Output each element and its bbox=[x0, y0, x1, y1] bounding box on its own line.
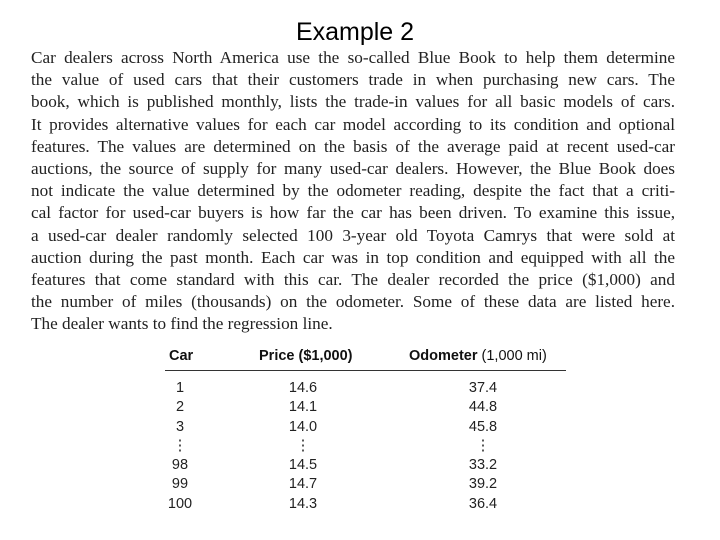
table-row bbox=[165, 456, 566, 475]
table-body bbox=[165, 371, 566, 514]
table-row bbox=[165, 379, 566, 398]
cell-odometer: 39.2 bbox=[468, 476, 498, 493]
slide-title: Example 2 bbox=[295, 18, 415, 46]
cell-odometer: ⋮ bbox=[475, 437, 491, 454]
table-header bbox=[165, 344, 566, 371]
passage-line: the number of miles (thousands) on the odometer. Some of these data are listed here. bbox=[31, 292, 675, 312]
cell-price: 14.3 bbox=[288, 495, 318, 512]
cell-car: 99 bbox=[171, 476, 189, 493]
passage-line: auction during the past month. Each car was in top condition and equipped with all the bbox=[31, 247, 675, 267]
passage-line: auctions, the source of supply for many used-car dealers. However, the Blue Book does bbox=[31, 158, 675, 178]
passage-line: a used-car dealer randomly selected 100 3-year old Toyota Camrys that were sold at bbox=[31, 225, 675, 245]
passage-line: It provides alternative values for each car model according to its condition and optional bbox=[31, 114, 675, 134]
passage-line: book, which is published monthly, lists the trade-in values for all basic models of cars. bbox=[31, 92, 675, 112]
table-row bbox=[165, 418, 566, 437]
cell-price: 14.5 bbox=[288, 457, 318, 474]
cell-odometer: 36.4 bbox=[468, 495, 498, 512]
cell-car: 1 bbox=[175, 380, 185, 396]
column-header-odometer bbox=[409, 348, 547, 364]
odometer-header-label: Odometer bbox=[409, 348, 478, 364]
table-row bbox=[165, 475, 566, 494]
column-header-price: Price ($1,000) bbox=[259, 348, 353, 364]
odometer-header-unit: (1,000 mi) bbox=[481, 348, 547, 364]
cell-car: 2 bbox=[175, 399, 185, 416]
cell-car: ⋮ bbox=[172, 437, 188, 454]
data-table bbox=[165, 344, 566, 514]
passage-line: the value of used cars that their customers trade in when purchasing new cars. The bbox=[31, 70, 675, 90]
passage-line: features that come standard with this car. The dealer recorded the price ($1,000) and bbox=[31, 269, 675, 289]
cell-price: 14.0 bbox=[288, 418, 318, 435]
table-row bbox=[165, 495, 566, 514]
passage-line: cal factor for used-car buyers is how far the car has been driven. To examine this issue, bbox=[31, 203, 675, 223]
passage-line: features. The values are determined on the basis of the average paid at recent used-car bbox=[31, 136, 675, 156]
passage-line: Car dealers across North America use the so-called Blue Book to help them determine bbox=[31, 48, 675, 67]
cell-price: 14.7 bbox=[288, 476, 318, 493]
table-row bbox=[165, 398, 566, 417]
problem-passage bbox=[31, 47, 675, 335]
table-row-ellipsis bbox=[165, 437, 566, 456]
cell-odometer: 33.2 bbox=[468, 457, 498, 474]
cell-price: ⋮ bbox=[295, 437, 311, 454]
cell-car: 100 bbox=[167, 495, 193, 512]
passage-line: not indicate the value determined by the odometer reading, despite the fact that a criti- bbox=[31, 181, 675, 201]
cell-car: 3 bbox=[175, 418, 185, 435]
cell-price: 14.6 bbox=[288, 380, 318, 396]
cell-odometer: 45.8 bbox=[468, 418, 498, 435]
column-header-car: Car bbox=[169, 348, 194, 364]
cell-odometer: 37.4 bbox=[468, 380, 498, 396]
cell-car: 98 bbox=[171, 457, 189, 474]
passage-line: The dealer wants to find the regression line. bbox=[31, 314, 333, 334]
cell-price: 14.1 bbox=[288, 399, 318, 416]
cell-odometer: 44.8 bbox=[468, 399, 498, 416]
